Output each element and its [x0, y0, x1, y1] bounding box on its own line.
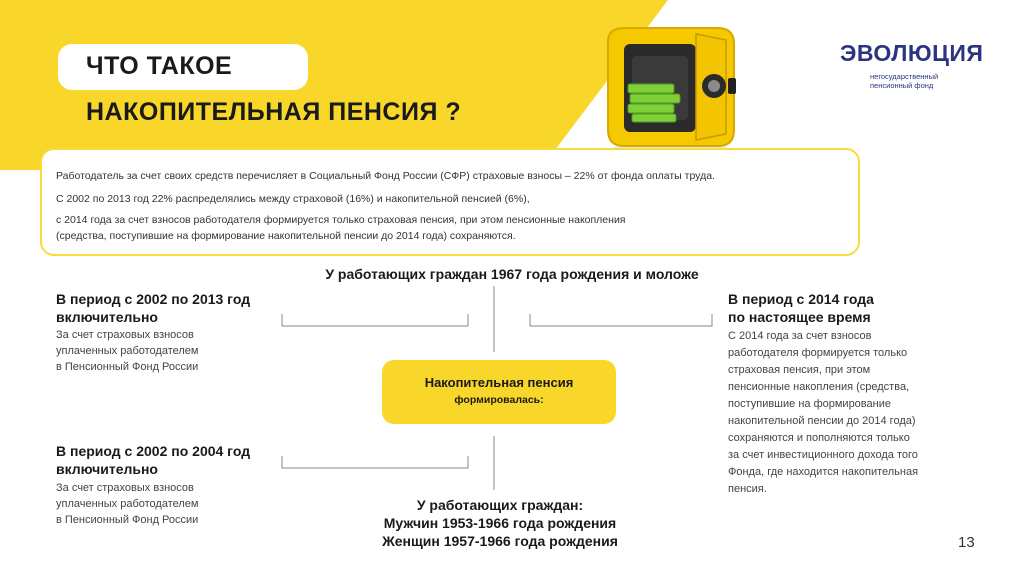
- right-text-line: за счет инвестиционного дохода того: [728, 449, 918, 461]
- logo-subtitle-line2: пенсионный фонд: [870, 81, 934, 90]
- info-paragraph-2: С 2002 по 2013 год 22% распределялись между страховой (16%) и накопительной пенсией (6%),: [56, 193, 530, 205]
- left-bottom-text-line: в Пенсионный Фонд России: [56, 514, 199, 526]
- right-text-line: поступившие на формирование: [728, 398, 891, 410]
- left-top-title-line2: включительно: [56, 309, 158, 325]
- diagram-top-heading: У работающих граждан 1967 года рождения и моложе: [325, 266, 699, 282]
- info-paragraph-1: Работодатель за счет своих средств перечисляет в Социальный Фонд России (СФР) страховые взносы – 22% от фонда оплаты труда.: [56, 170, 715, 182]
- right-text-line: Фонда, где находится накопительная: [728, 466, 919, 478]
- left-bottom-title-line1: В период с 2002 по 2004 год: [56, 443, 251, 459]
- left-bottom-period-text: [56, 480, 198, 528]
- left-bottom-text-line: уплаченных работодателем: [56, 498, 199, 510]
- bottom-heading: У работающих граждан:: [416, 497, 584, 513]
- left-bottom-title-line2: включительно: [56, 461, 158, 477]
- left-top-period-text: [56, 327, 198, 375]
- right-text-line: страховая пенсия, при этом: [728, 364, 871, 376]
- right-text-line: работодателя формируется только: [728, 347, 908, 359]
- right-title-line2: по настоящее время: [728, 309, 871, 325]
- center-highlight-box: [382, 360, 616, 424]
- bottom-women-line: Женщин 1957-1966 года рождения: [382, 533, 618, 549]
- right-period-title: [728, 290, 874, 326]
- left-top-text-line: в Пенсионный Фонд России: [56, 361, 199, 373]
- left-bottom-period-title: [56, 442, 250, 478]
- left-bottom-text-line: За счет страховых взносов: [56, 482, 194, 494]
- left-top-text-line: За счет страховых взносов: [56, 329, 194, 341]
- center-box-line2: формировалась:: [454, 394, 544, 406]
- page-title-line1: ЧТО ТАКОЕ: [86, 52, 233, 80]
- right-text-line: пенсия.: [728, 483, 767, 495]
- center-box-line1: Накопительная пенсия: [424, 375, 574, 390]
- right-text-line: пенсионные накопления (средства,: [728, 381, 910, 393]
- page-number: 13: [958, 534, 975, 551]
- right-title-line1: В период с 2014 года: [728, 291, 874, 307]
- logo-name: ЭВОЛЮЦИЯ: [840, 40, 984, 66]
- logo-subtitle-line1: негосударственный: [870, 72, 939, 81]
- right-text-line: С 2014 года за счет взносов: [728, 330, 872, 342]
- info-paragraph-3-line1: с 2014 года за счет взносов работодателя формируется только страховая пенсия, при этом пенсионные накопления: [56, 214, 626, 226]
- left-top-title-line1: В период с 2002 по 2013 год: [56, 291, 251, 307]
- left-top-period-title: [56, 290, 250, 326]
- right-text-line: сохраняются и пополняются только: [728, 432, 910, 444]
- info-paragraph-3-line2: (средства, поступившие на формирование накопительной пенсии до 2014 года) сохраняются.: [56, 230, 516, 242]
- right-text-line: накопительной пенсии до 2014 года): [728, 415, 916, 427]
- left-top-text-line: уплаченных работодателем: [56, 345, 199, 357]
- page-title-line2: НАКОПИТЕЛЬНАЯ ПЕНСИЯ ?: [86, 98, 462, 126]
- bottom-men-line: Мужчин 1953-1966 года рождения: [383, 515, 617, 531]
- right-period-text: [728, 328, 918, 498]
